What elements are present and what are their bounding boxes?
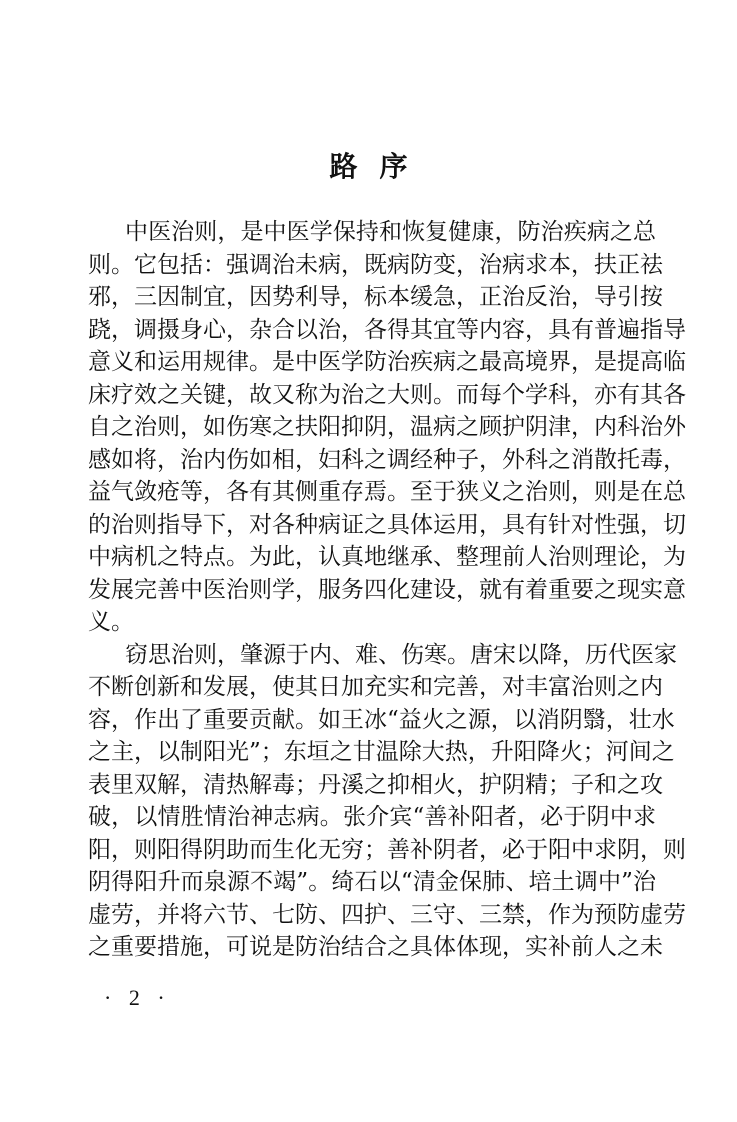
text-line: 窃思治则，肇源于内、难、伤寒。唐宋以降，历代医家 — [125, 641, 677, 668]
text-line: 之重要措施，可说是防治结合之具体体现，实补前人之未 — [88, 934, 663, 960]
text-line: 阳，则阳得阴助而生化无穷；善补阴者，必于阳中求阴，则 — [88, 836, 686, 863]
text-line: 的治则指导下，对各种病证之具体运用，具有针对性强，切 — [88, 511, 686, 538]
text-line: 表里双解，清热解毒；丹溪之抑相火，护阴精；子和之攻 — [88, 771, 663, 798]
text-line: 之主，以制阳光”；东垣之甘温除大热，升阳降火；河间之 — [88, 739, 675, 765]
text-line: 益气敛疮等，各有其侧重存焉。至于狭义之治则，则是在总 — [88, 479, 686, 505]
text-line: 容，作出了重要贡献。如王冰“益火之源，以消阴翳，壮水 — [88, 706, 675, 733]
text-line: 虚劳，并将六节、七防、四护、三守、三禁，作为预防虚劳 — [88, 901, 686, 928]
text-line: 破，以情胜情治神志病。张介宾“善补阳者，必于阴中求 — [88, 804, 656, 830]
body-text — [88, 216, 686, 964]
page-number: · 2 · — [104, 985, 171, 1010]
text-line: 床疗效之关键，故又称为治之大则。而每个学科，亦有其各 — [88, 381, 686, 408]
text-line: 不断创新和发展，使其日加充实和完善，对丰富治则之内 — [88, 674, 663, 700]
text-line: 发展完善中医治则学，服务四化建设，就有着重要之现实意 — [88, 576, 686, 603]
text-line: 中医治则，是中医学保持和恢复健康，防治疾病之总 — [125, 219, 656, 245]
text-line: 义。 — [88, 609, 134, 635]
text-line: 则。它包括：强调治未病，既病防变，治病求本，扶正祛 — [88, 251, 663, 278]
text-line: 中病机之特点。为此，认真地继承、整理前人治则理论，为 — [88, 544, 686, 570]
text-line: 自之治则，如伤寒之扶阳抑阴，温病之顾护阴津，内科治外 — [88, 414, 686, 440]
text-line: 感如将，治内伤如相，妇科之调经种子，外科之消散托毒， — [88, 446, 686, 473]
text-line: 邪，三因制宜，因势利导，标本缓急，正治反治，导引按 — [88, 284, 663, 310]
text-line: 意义和运用规律。是中医学防治疾病之最高境界，是提高临 — [88, 349, 686, 375]
page-title: 路序 — [329, 150, 430, 183]
text-line: 阴得阳升而泉源不竭”。绮石以“清金保肺、培土调中”治 — [88, 869, 656, 895]
text-line: 跷，调摄身心，杂合以治，各得其宜等内容，具有普遍指导 — [88, 316, 686, 343]
